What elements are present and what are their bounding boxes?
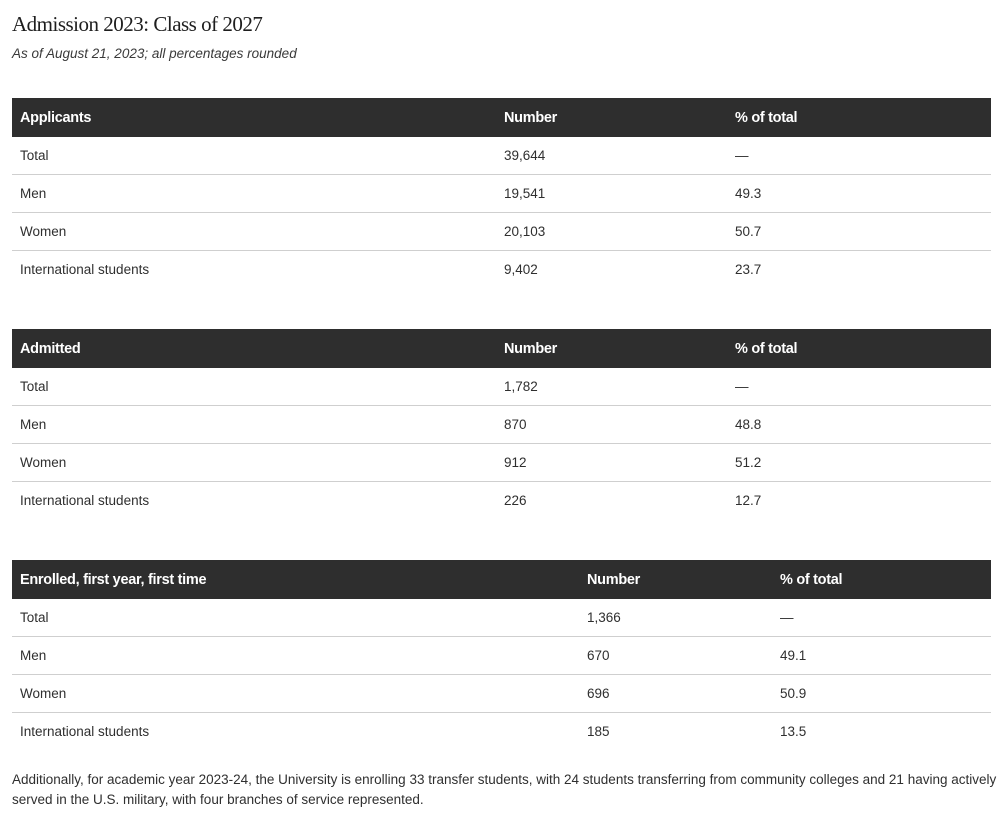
row-percent: 50.7 — [735, 224, 762, 239]
column-header-number: Number — [504, 109, 557, 126]
table-header-row — [12, 560, 991, 599]
table-row — [12, 251, 991, 289]
row-label: Women — [20, 224, 67, 239]
column-header-number: Number — [587, 571, 640, 588]
row-percent: 13.5 — [780, 724, 807, 739]
table-row — [12, 213, 991, 251]
table-row — [12, 713, 991, 751]
row-label: Total — [20, 610, 49, 625]
row-percent: 23.7 — [735, 262, 762, 277]
row-label: Total — [20, 148, 49, 163]
row-percent: — — [735, 379, 749, 394]
column-header-percent: % of total — [735, 109, 798, 126]
row-percent: 48.8 — [735, 417, 762, 432]
table-row — [12, 175, 991, 213]
table-row — [12, 406, 991, 444]
table-row — [12, 368, 991, 406]
row-number: 39,644 — [504, 148, 546, 163]
column-header-percent: % of total — [780, 571, 843, 588]
column-header-category: Applicants — [20, 109, 92, 126]
table-row — [12, 137, 991, 175]
row-number: 696 — [587, 686, 610, 701]
column-header-number: Number — [504, 340, 557, 357]
row-percent: — — [735, 148, 749, 163]
row-label: Men — [20, 648, 47, 663]
row-label: International students — [20, 724, 150, 739]
row-percent: — — [780, 610, 794, 625]
row-number: 870 — [504, 417, 527, 432]
row-label: International students — [20, 493, 150, 508]
table-header-row — [12, 98, 991, 137]
row-label: Women — [20, 686, 67, 701]
row-number: 912 — [504, 455, 527, 470]
row-percent: 51.2 — [735, 455, 762, 470]
row-label: International students — [20, 262, 150, 277]
row-number: 9,402 — [504, 262, 538, 277]
row-percent: 49.3 — [735, 186, 762, 201]
table-row — [12, 482, 991, 520]
table-row — [12, 444, 991, 482]
row-number: 20,103 — [504, 224, 546, 239]
enrolled-table — [12, 560, 991, 750]
row-number: 19,541 — [504, 186, 546, 201]
applicants-table — [12, 98, 991, 288]
footnote: Additionally, for academic year 2023-24, the University is enrolling 33 transfer students, with 24 students transferring from community colleges and 21 having actively served in the U.S. military, with four branches of service represented. — [12, 772, 997, 807]
row-label: Men — [20, 186, 47, 201]
row-number: 1,782 — [504, 379, 538, 394]
row-number: 226 — [504, 493, 527, 508]
row-percent: 49.1 — [780, 648, 807, 663]
table-row — [12, 637, 991, 675]
page-title: Admission 2023: Class of 2027 — [12, 12, 263, 36]
row-percent: 50.9 — [780, 686, 807, 701]
row-number: 1,366 — [587, 610, 621, 625]
column-header-percent: % of total — [735, 340, 798, 357]
table-row — [12, 599, 991, 637]
row-label: Men — [20, 417, 47, 432]
column-header-category: Enrolled, first year, first time — [20, 571, 207, 588]
table-header-row — [12, 329, 991, 368]
row-percent: 12.7 — [735, 493, 762, 508]
row-label: Women — [20, 455, 67, 470]
admitted-table — [12, 329, 991, 519]
table-row — [12, 675, 991, 713]
column-header-category: Admitted — [20, 340, 81, 357]
row-number: 670 — [587, 648, 610, 663]
page-subtitle: As of August 21, 2023; all percentages rounded — [12, 46, 297, 61]
row-label: Total — [20, 379, 49, 394]
row-number: 185 — [587, 724, 610, 739]
